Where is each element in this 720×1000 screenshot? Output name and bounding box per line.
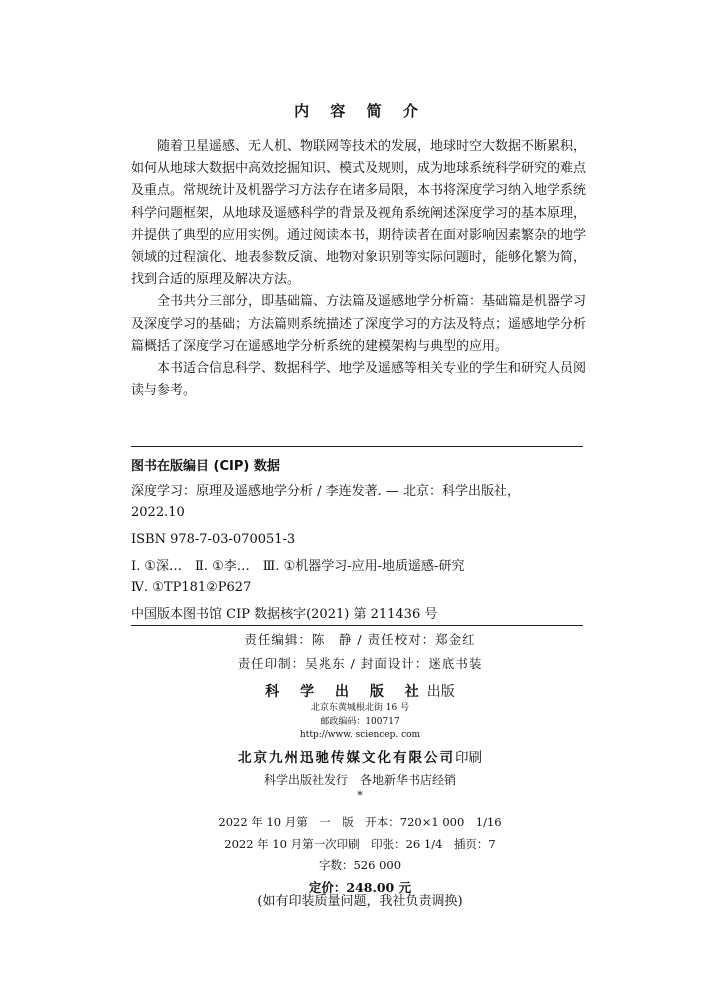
summary-paragraph-3: 本书适合信息科学、数据科学、地学及遥感等相关专业的学生和研究人员阅读与参考。 xyxy=(131,361,587,399)
cip-isbn: ISBN 978-7-03-070051-3 xyxy=(131,532,296,547)
publisher-address: 北京东黄城根北街 16 号 xyxy=(310,703,410,713)
printer-name: 北京九州迅驰传媒文化有限公司 xyxy=(238,750,455,766)
summary-paragraph-1: 随着卫星遥感、无人机、物联网等技术的发展，地球时空大数据不断累积，如何从地球大数据中高效挖掘知识、模式及规则，成为地球系统科学研究的难点及重点。常规统计及机器学习方法存在诸多局限，本书将深度学习纳入地学系统科学问题框架，从地球及遥感科学的背景及视角系统阐述深度学习的基本原理，并提供了典型的应用实例。通过阅读本书，期待读者在面对影响因素繁杂的地学领域的过程演化、地表参数反演、地物对象识别等实际问题时，能够化繁为简，找到合适的原理及解决方法。 xyxy=(131,139,587,288)
word-count: 字数：526 000 xyxy=(318,858,402,872)
publisher-suffix: 出版 xyxy=(426,684,455,700)
cip-top-divider xyxy=(131,446,583,447)
publisher-block xyxy=(0,682,720,743)
production-credit-line: 责任印制：吴兆东 / 封面设计：迷底书装 xyxy=(237,656,483,671)
cip-record-line-1: 深度学习：原理及遥感地学分析 / 李连发著. — 北京：科学出版社， xyxy=(131,484,521,499)
cip-classification-line-1: Ⅰ. ①深… Ⅱ. ①李… Ⅲ. ①机器学习-应用-地质遥感-研究 xyxy=(131,559,465,574)
publisher-website: http://www. sciencep. com xyxy=(299,730,421,740)
edition-line: 2022 年 10 月第 一 版 开本：720×1 000 1/16 xyxy=(218,815,502,829)
printing-line: 2022 年 10 月第一次印刷 印张：26 1/4 插页：7 xyxy=(224,836,496,851)
printer-line xyxy=(0,746,720,766)
cip-bottom-divider xyxy=(131,625,583,626)
quality-notice: (如有印装质量问题，我社负责调换) xyxy=(257,894,463,909)
cip-record-line-2: 2022.10 xyxy=(131,505,185,520)
content-summary xyxy=(131,136,586,402)
cip-block xyxy=(131,455,586,625)
publisher-line xyxy=(0,682,720,702)
cip-verification-number: 中国版本图书馆 CIP 数据核字(2021) 第 211436 号 xyxy=(131,607,438,622)
separator-star: * xyxy=(357,789,363,802)
print-specs xyxy=(0,812,720,898)
distribution-line: 科学出版社发行 各地新华书店经销 xyxy=(263,773,456,787)
page-title: 内 容 简 介 xyxy=(294,102,426,120)
cip-classification-line-2: Ⅳ. ①TP181②P627 xyxy=(131,580,252,595)
editor-credit-line: 责任编辑：陈 静 / 责任校对：郑金红 xyxy=(244,632,476,647)
cip-heading: 图书在版编目 (CIP) 数据 xyxy=(131,459,280,474)
publisher-postcode: 邮政编码：100717 xyxy=(320,716,400,727)
publisher-name: 科 学 出 版 社 xyxy=(265,684,427,700)
summary-paragraph-2: 全书共分三部分，即基础篇、方法篇及遥感地学分析篇：基础篇是机器学习及深度学习的基础；方法篇则系统描述了深度学习的方法及特点；遥感地学分析篇概括了深度学习在遥感地学分析系统的建模架构与典型的应用。 xyxy=(131,294,587,354)
editorial-credits xyxy=(0,628,720,676)
printer-suffix: 印刷 xyxy=(455,750,482,766)
price: 定价：248.00 元 xyxy=(308,879,412,895)
